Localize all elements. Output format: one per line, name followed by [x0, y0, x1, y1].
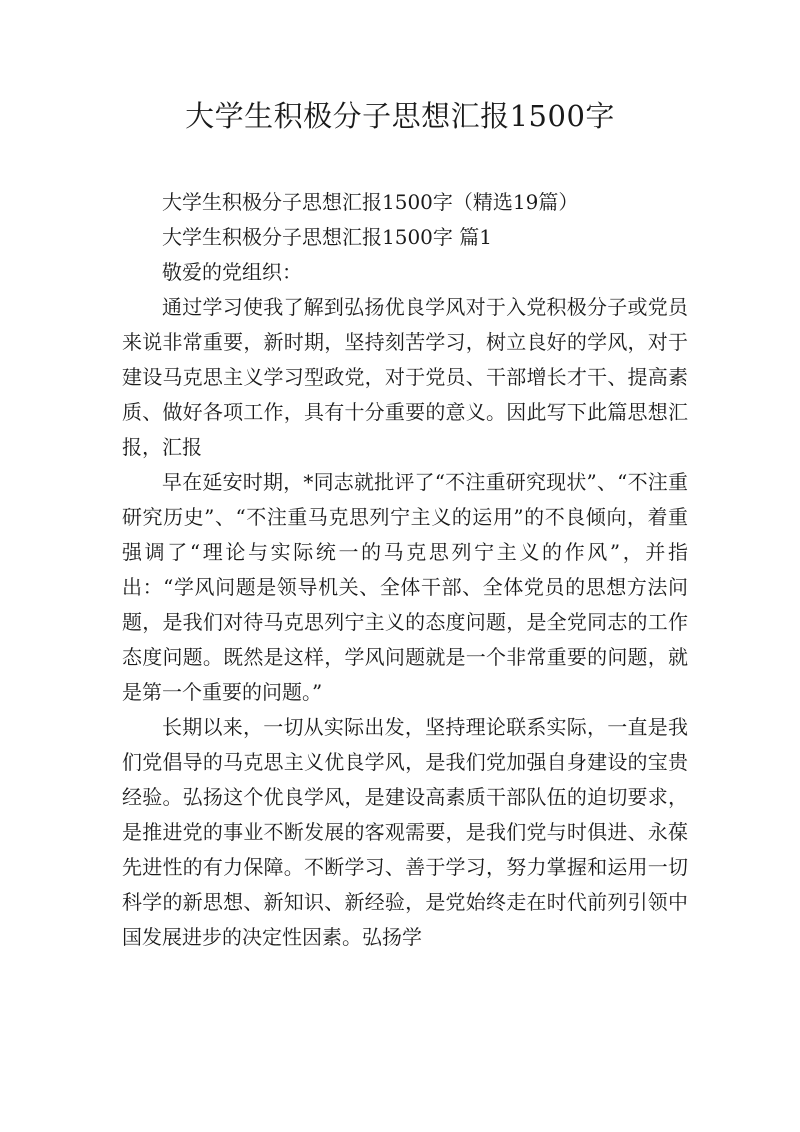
- paragraph-subtitle: 大学生积极分子思想汇报1500字（精选19篇）: [162, 190, 579, 214]
- paragraph-section-heading: 大学生积极分子思想汇报1500字 篇1: [162, 225, 492, 249]
- document-body: [122, 185, 688, 955]
- paragraph-body: 长期以来，一切从实际出发，坚持理论联系实际，一直是我们党倡导的马克思主义优良学风，是我们党加强自身建设的宝贵经验。弘扬这个优良学风，是建设高素质干部队伍的迫切要求，是推进党的事业不断发展的客观需要，是我们党与时俱进、永葆先进性的有力保障。不断学习、善于学习，努力掌握和运用一切科学的新思想、新知识、新经验，是党始终走在时代前列引领中国发展进步的决定性因素。弘扬学: [122, 715, 688, 949]
- paragraph-body: 早在延安时期，*同志就批评了“不注重研究现状”、“不注重研究历史”、“不注重马克思列宁主义的运用”的不良倾向，着重强调了“理论与实际统一的马克思列宁主义的作风”，并指出：“学风问题是领导机关、全体干部、全体党员的思想方法问题，是我们对待马克思列宁主义的态度问题，是全党同志的工作态度问题。既然是这样，学风问题就是一个非常重要的问题，就是第一个重要的问题。”: [122, 470, 688, 704]
- document-title: 大学生积极分子思想汇报1500字: [185, 99, 615, 133]
- paragraph-salutation: 敬爱的党组织：: [162, 260, 302, 284]
- paragraph-body: 通过学习使我了解到弘扬优良学风对于入党积极分子或党员来说非常重要，新时期，坚持刻苦学习，树立良好的学风，对于建设马克思主义学习型政党，对于党员、干部增长才干、提高素质、做好各项工作，具有十分重要的意义。因此写下此篇思想汇报，汇报: [122, 295, 688, 459]
